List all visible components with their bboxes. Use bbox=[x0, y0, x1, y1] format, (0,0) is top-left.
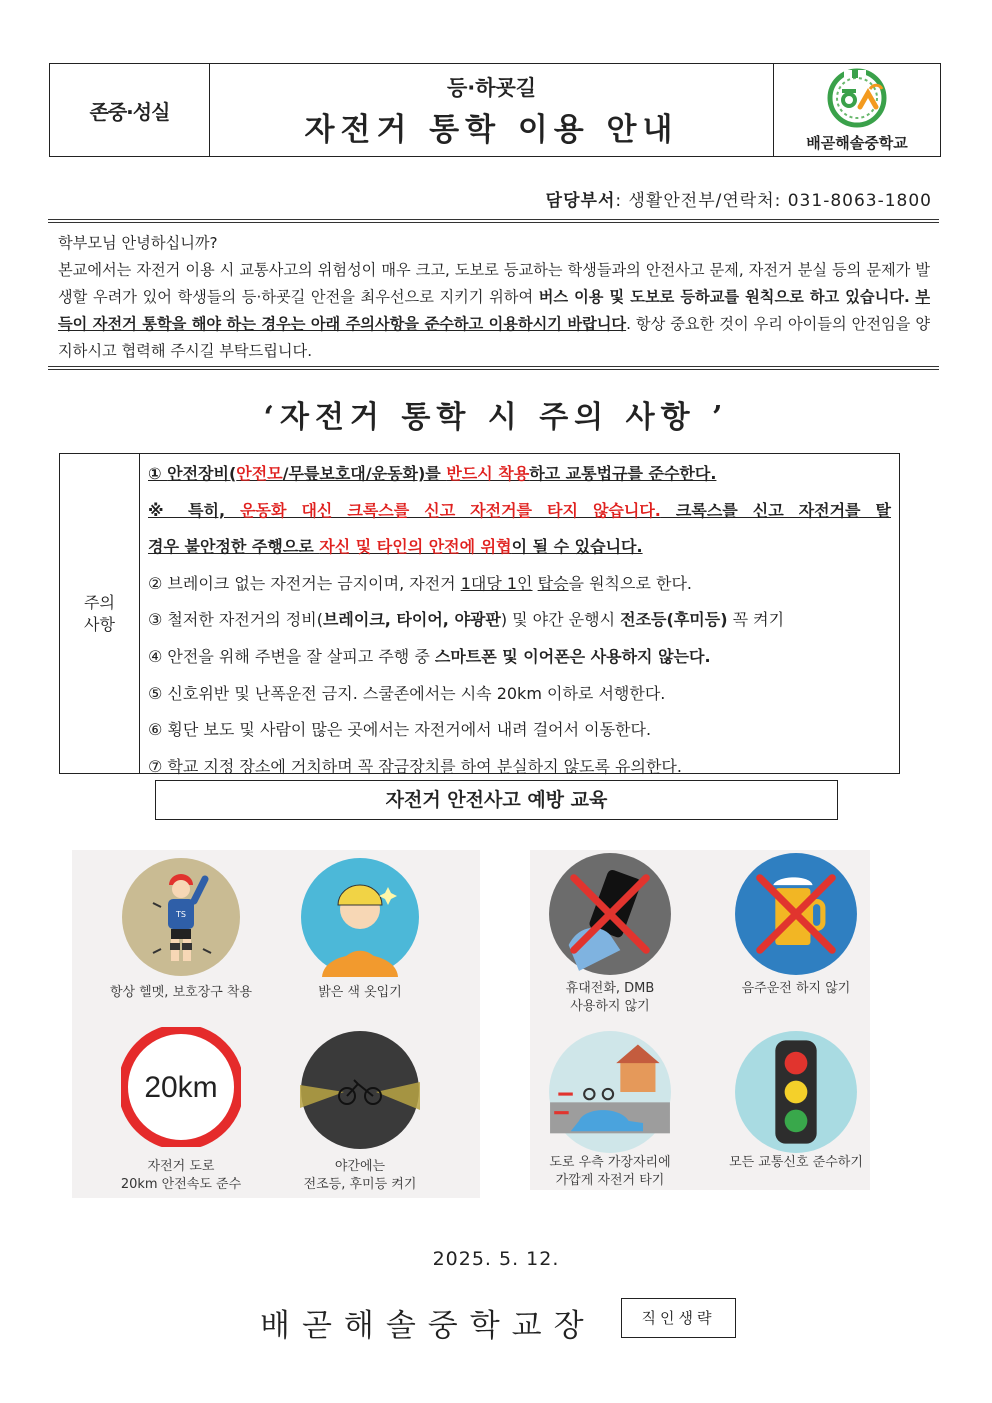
caution-list bbox=[140, 454, 899, 776]
department-info bbox=[546, 186, 932, 211]
ride-right-edge-icon bbox=[548, 1030, 672, 1154]
school-motto: 존중·성실 bbox=[50, 64, 210, 156]
no-drinking-icon bbox=[734, 852, 858, 976]
card-caption-1: 항상 헬멧, 보호장구 착용 bbox=[109, 985, 253, 1000]
traffic-light-icon bbox=[734, 1030, 858, 1154]
caution-item-2: ② 브레이크 없는 자전거는 금지이며, 자전거 1대당 1인 탑승을 원칙으로 한다. bbox=[148, 573, 692, 593]
caution-item-1: ① 안전장비(안전모/무릎보호대/운동화)를 반드시 착용하고 교통법규를 준수한다. bbox=[148, 464, 717, 483]
card-caption-8: 모든 교통신호 준수하기 bbox=[729, 1155, 863, 1170]
card-caption-6: 음주운전 하지 않기 bbox=[741, 981, 851, 996]
greeting: 학부모님 안녕하십니까? bbox=[58, 234, 218, 252]
caution-note-2: 경우 불안정한 주행으로 자신 및 타인의 안전에 위협이 될 수 있습니다. bbox=[148, 537, 643, 557]
intro-underline: 부득이 자전거 통학을 해야 하는 경우는 아래 주의사항을 준수하고 이용하시기 바랍니다 bbox=[58, 288, 930, 333]
education-title: 자전거 안전사고 예방 교육 bbox=[155, 780, 838, 820]
caution-label-text: 주의 사항 bbox=[84, 592, 115, 634]
card-caption-2: 밝은 색 옷입기 bbox=[318, 985, 402, 1000]
divider bbox=[48, 222, 939, 223]
school-logo-name: 배곧해솔중학교 bbox=[806, 134, 908, 152]
svg-text:TS: TS bbox=[176, 910, 186, 919]
intro-paragraph bbox=[58, 257, 930, 365]
caution-note-1: ※ 특히, 운동화 대신 크록스를 신고 자전거를 타지 않습니다. 크록스를 신고 자전거를 탈 bbox=[148, 500, 891, 520]
bright-clothes-icon bbox=[300, 857, 420, 977]
school-logo-cell bbox=[774, 64, 940, 156]
caution-item-7: ⑦ 학교 지정 장소에 거치하며 꼭 잠금장치를 하여 분실하지 않도록 유의한다. bbox=[148, 756, 682, 776]
department-label: 담당부서 bbox=[545, 191, 616, 211]
department-value: : 생활안전부/연락처: 031-8063-1800 bbox=[615, 191, 932, 211]
card-caption-4: 야간에는 전조등, 후미등 켜기 bbox=[303, 1159, 417, 1192]
speed-sign-text: 20km bbox=[144, 1071, 218, 1104]
school-logo-icon bbox=[822, 67, 892, 129]
intro-body: 본교에서는 자전거 이용 시 교통사고의 위험성이 매우 크고, 도보로 등교하는 학생들과의 안전사고 문제, 자전거 분실 등의 문제가 발생할 우려가 있어 학생들의 등·하굣길 안전을 최우선으로 지키기 위하여 bbox=[58, 261, 930, 306]
caution-label bbox=[60, 454, 140, 773]
intro-end: . 항상 중요한 것이 우리 아이들의 안전임을 양지하시고 협력해 주시길 부탁드립니다. bbox=[58, 315, 930, 360]
caution-item-6: ⑥ 횡단 보도 및 사람이 많은 곳에서는 자전거에서 내려 걸어서 이동한다. bbox=[148, 720, 652, 740]
page-title: 자전거 통학 이용 안내 bbox=[304, 111, 679, 148]
divider bbox=[48, 219, 939, 220]
card-caption-3: 자전거 도로 20km 안전속도 준수 bbox=[120, 1159, 242, 1192]
caution-heading: ‘자전거 통학 시 주의 사항 ’ bbox=[263, 400, 729, 435]
divider bbox=[48, 369, 939, 370]
seal-omitted-box: 직인생략 bbox=[621, 1298, 736, 1338]
document-date: 2025. 5. 12. bbox=[432, 1248, 560, 1270]
night-lights-icon bbox=[300, 1030, 420, 1150]
intro-bold: 버스 이용 및 도보로 등하교를 원칙으로 하고 있습니다. bbox=[538, 288, 910, 306]
protective-gear-icon bbox=[121, 857, 241, 977]
page-subtitle: 등·하굣길 bbox=[446, 75, 537, 100]
title-cell bbox=[210, 64, 774, 156]
caution-item-3: ③ 철저한 자전거의 정비(브레이크, 타이어, 야광판) 및 야간 운행시 전조등(후미등) 꼭 켜기 bbox=[148, 610, 785, 630]
card-caption-7: 도로 우측 가장자리에 가깝게 자전거 타기 bbox=[549, 1155, 671, 1188]
header-table bbox=[49, 63, 941, 157]
principal-name: 배곧해솔중학교장 bbox=[260, 1308, 596, 1344]
intro-text bbox=[58, 230, 930, 365]
divider bbox=[48, 366, 939, 367]
caution-item-4: ④ 안전을 위해 주변을 잘 살피고 주행 중 스마트폰 및 이어폰은 사용하지 않는다. bbox=[148, 646, 711, 666]
speed-limit-icon bbox=[121, 1027, 241, 1147]
caution-table bbox=[59, 453, 900, 774]
caution-item-5: ⑤ 신호위반 및 난폭운전 금지. 스쿨존에서는 시속 20km 이하로 서행한다. bbox=[148, 683, 666, 703]
no-phone-icon bbox=[548, 852, 672, 976]
card-caption-5: 휴대전화, DMB 사용하지 않기 bbox=[565, 981, 655, 1014]
